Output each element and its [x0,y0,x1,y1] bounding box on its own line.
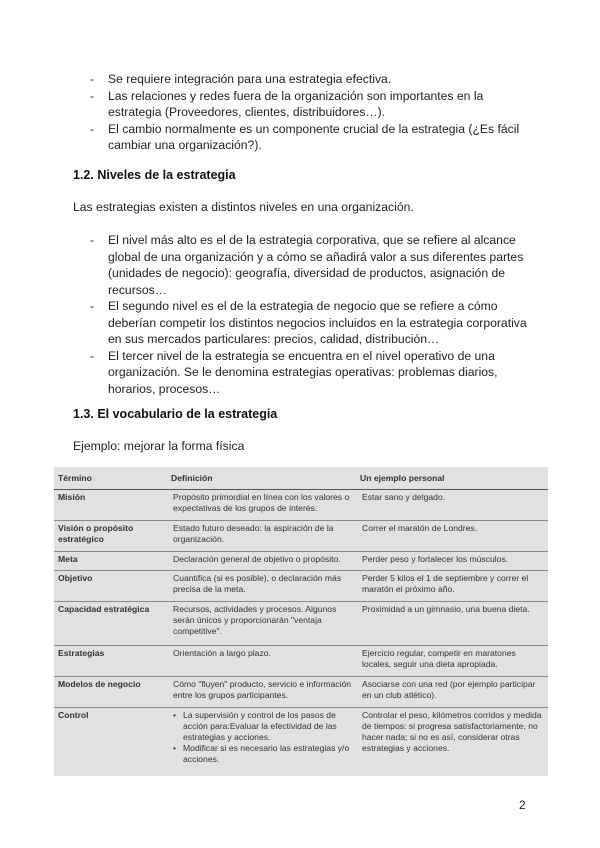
table-row [54,676,548,707]
table-row [54,521,548,552]
definition-cell: Declaración general de objetivo o propósito. [167,552,356,570]
definition-cell: Orientación a largo plazo. [167,645,356,676]
example-cell: Correr el maratón de Londres. [356,521,548,552]
list-item: - El tercer nivel de la estrategia se encuentra en el nivel operativo de una organización. Se le denomina estrategias operativas: problemas diarios, horarios, procesos… [90,348,498,396]
definition-cell [167,707,356,776]
example-cell: Estar sano y delgado. [356,490,548,521]
table-header-cell: Término [54,467,167,490]
term-cell: Control [58,709,89,720]
term-cell: Visión o propósito estratégico [54,521,167,552]
definition-cell: Cuantifica (si es posible), o declaración más precisa de la meta. [167,570,356,601]
term-cell: Modelos de negocio [54,676,167,707]
list-item: - El nivel más alto es el de la estrategia corporativa, que se refiere al alcance global de una organización y a cómo se añadirá valor a sus diferentes partes (unidades de negocio): geografía, diversidad de productos, asignación de recursos… [90,233,524,297]
vocabulary-table [54,467,548,776]
definition-cell: Cómo "fluyen" producto, servicio e información entre los grupos participantes. [167,676,356,707]
list-item: • Modificar si es necesario las estrategias y/o acciones. [173,743,352,765]
niveles-bullet-list [90,232,530,397]
example-cell: Perder 5 kilos el 1 de septiembre y correr el maratón el próximo año. [356,570,548,601]
table-header-cell: Definición [167,467,356,490]
list-item: - Se requiere integración para una estrategia efectiva. [90,72,392,86]
definition-cell: Recursos, actividades y procesos. Algunos serán únicos y proporcionarán "ventaja competitive". [167,601,356,645]
top-bullet-list [90,71,530,154]
term-cell: Misión [54,490,167,521]
section-heading-vocabulario: 1.3. El vocabulario de la estrategia [73,407,278,421]
example-cell: Perder peso y fortalecer los músculos. [356,552,548,570]
example-cell: Ejercicio regular, competir en maratones locales, seguir una dieta apropiada. [356,645,548,676]
example-cell: Proximidad a un gimnasio, una buena dieta. [356,601,548,645]
list-item: - El cambio normalmente es un componente crucial de la estrategia (¿Es fácil cambiar una organización?). [90,121,520,152]
table-row [54,490,548,521]
table-row [54,707,548,776]
definition-cell: Propósito primordial en línea con los valores o expectativas de los grupos de interés. [167,490,356,521]
list-item: • La supervisión y control de los pasos de acción para:Evaluar la efectividad de las estrategias y acciones. [173,710,352,743]
term-cell: Estrategias [54,645,167,676]
table-row [54,645,548,676]
section-heading-niveles: 1.2. Niveles de la estrategia [73,168,236,182]
list-item: - El segundo nivel es el de la estrategia de negocio que se refiere a cómo deberían competir los distintos negocios incluidos en la estrategia corporativa en sus mercados particulares: precios, calidad, distribución… [90,299,527,346]
definition-cell: Estado futuro deseado: la aspiración de la organización. [167,521,356,552]
example-caption: Ejemplo: mejorar la forma física [73,439,245,453]
table-header-cell: Un ejemplo personal [356,467,548,490]
table-row [54,552,548,570]
term-cell: Meta [54,552,167,570]
section-intro-niveles: Las estrategias existen a distintos niveles en una organización. [73,200,414,214]
table-row [54,601,548,645]
table-row [54,570,548,601]
example-cell: Controlar el peso, kilómetros corridos y medida de tiempos: si progresa satisfactoriamente, no hacer nada; si no es así, considerar otras estrategias y acciones. [362,709,542,753]
list-item: - Las relaciones y redes fuera de la organización son importantes en la estrategia (Proveedores, clientes, distribuidores…). [90,88,484,119]
term-cell: Objetivo [54,570,167,601]
term-cell: Capacidad estratégica [54,601,167,645]
control-definition-list [173,710,352,765]
example-cell: Asociarse con una red (por ejemplo participar en un club atlético). [356,676,548,707]
page-number: 2 [519,798,526,812]
table-header-row [54,467,548,490]
